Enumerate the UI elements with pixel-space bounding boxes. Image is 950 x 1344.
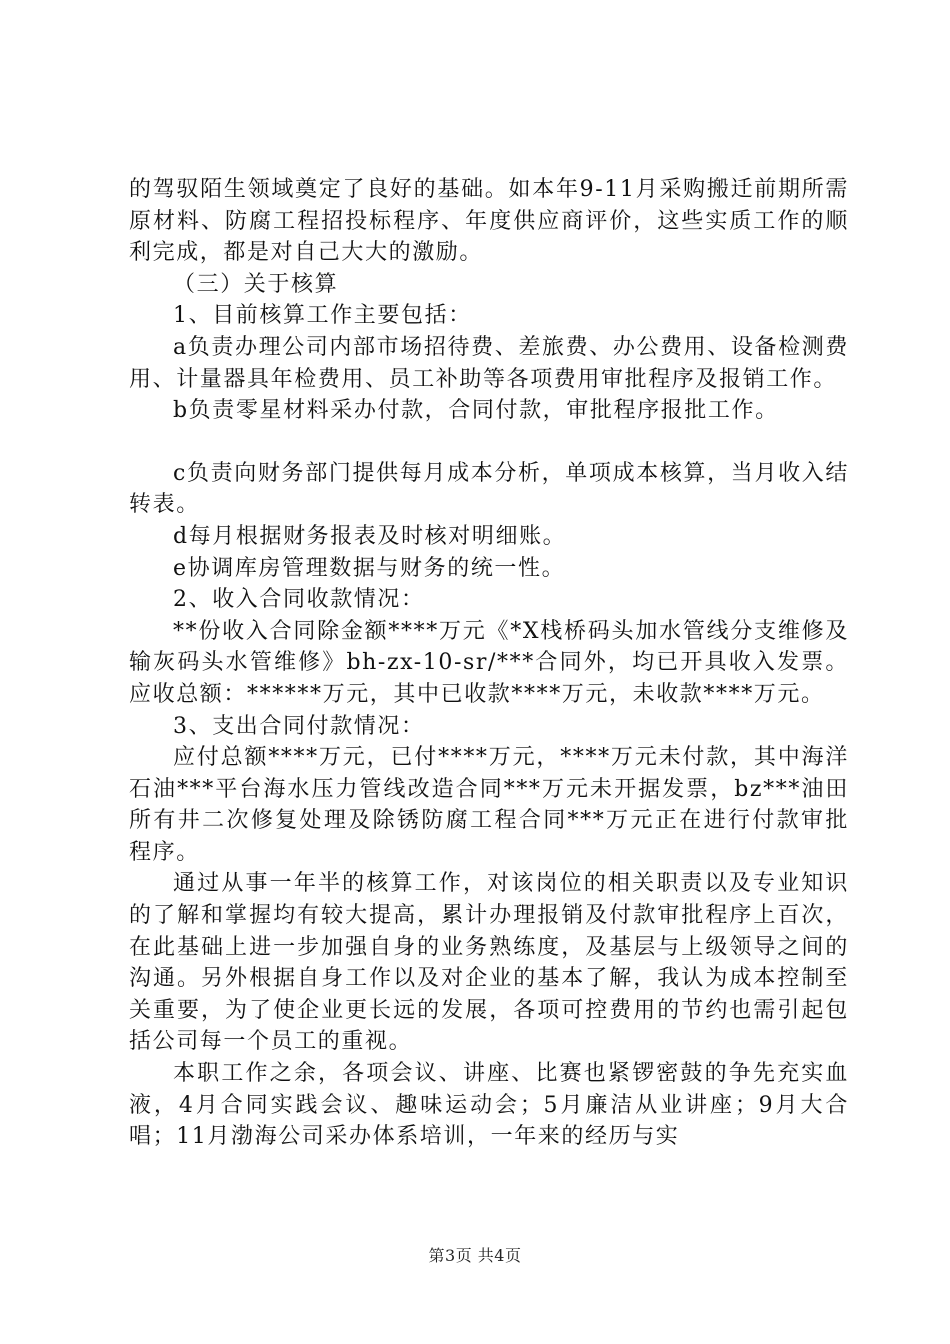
item-heading-expense-contracts: 3、支出合同付款情况： <box>173 713 425 739</box>
list-item-a: a负责办理公司内部市场招待费、差旅费、办公费用、设备检测费用、计量器具年检费用、员工补助等各项费用审批程序及报销工作。 <box>129 334 849 392</box>
section-heading-accounting: （三）关于核算 <box>173 271 339 297</box>
item-heading-income-contracts: 2、收入合同收款情况： <box>173 587 425 613</box>
item-heading-accounting-scope: 1、目前核算工作主要包括： <box>173 303 472 329</box>
page-footer: 第3页 共4页 <box>428 1246 522 1265</box>
list-item-c: c负责向财务部门提供每月成本分析，单项成本核算，当月收入结转表。 <box>129 460 849 518</box>
list-item-b: b负责零星材料采办付款，合同付款，审批程序报批工作。 <box>173 398 779 424</box>
list-item-e: e协调库房管理数据与财务的统一性。 <box>173 555 566 581</box>
blank-line <box>129 427 849 458</box>
paragraph-summary: 通过从事一年半的核算工作，对该岗位的相关职责以及专业知识的了解和掌握均有较大提高，累计办理报销及付款审批程序上百次，在此基础上进一步加强自身的业务熟练度，及基层与上级领导之间的沟通。另外根据自身工作以及对企业的基本了解，我认为成本控制至关重要，为了使企业更长远的发展，各项可控费用的节约也需引起包括公司每一个员工的重视。 <box>129 871 849 1055</box>
list-item-d: d每月根据财务报表及时核对明细账。 <box>173 523 567 549</box>
document-body <box>129 174 849 1153</box>
paragraph-expense-contracts: 应付总额****万元，已付****万元，****万元未付款，其中海洋石油***平台海水压力管线改造合同***万元未开据发票，bz***油田所有井二次修复处理及除锈防腐工程合同***万元正在进行付款审批程序。 <box>129 745 849 865</box>
paragraph-income-contracts: **份收入合同除金额****万元《*X栈桥码头加水管线分支维修及输灰码头水管维修》bh-zx-10-sr/***合同外，均已开具收入发票。应收总额：******万元，其中已收款****万元，未收款****万元。 <box>129 618 849 707</box>
paragraph-activities: 本职工作之余，各项会议、讲座、比赛也紧锣密鼓的争先充实血液，4月合同实践会议、趣味运动会；5月廉洁从业讲座；9月大合唱；11月渤海公司采办体系培训，一年来的经历与实 <box>129 1061 849 1150</box>
paragraph-continuation: 的驾驭陌生领域奠定了良好的基础。如本年9-11月采购搬迁前期所需原材料、防腐工程招投标程序、年度供应商评价，这些实质工作的顺利完成，都是对自己大大的激励。 <box>129 177 849 266</box>
